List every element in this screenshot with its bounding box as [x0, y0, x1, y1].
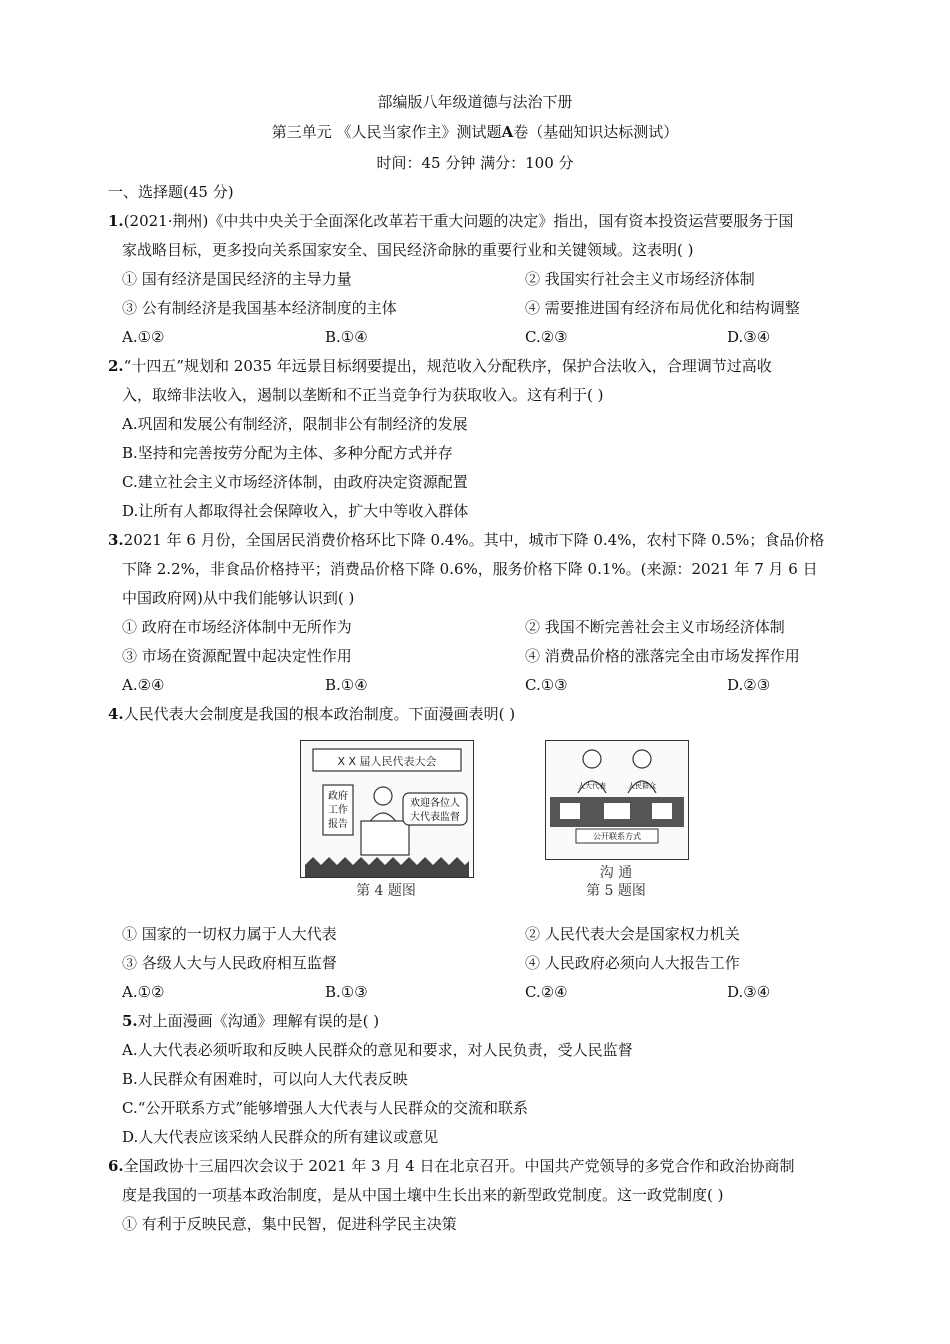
q1-text1: (2021·荆州)《中共中央关于全面深化改革若干重大问题的决定》指出，国有资本投资运营要服务于国: [123, 212, 794, 230]
figure-q5-cartoon: [545, 740, 689, 860]
q1-stem-line2: 家战略目标，更多投向关系国家安全、国民经济命脉的重要行业和关键领域。这表明( ): [122, 241, 694, 259]
section-heading: 一、选择题(45 分): [108, 183, 234, 201]
q6-number: 6.: [108, 1157, 124, 1175]
subtitle-bold: A: [501, 123, 514, 141]
q3-option-d: D.②③: [727, 676, 771, 694]
speaker-head-icon: [374, 787, 392, 805]
q1-statement-3: ③ 公有制经济是我国基本经济制度的主体: [122, 299, 397, 317]
q5-option-b: B.人民群众有困难时，可以向人大代表反映: [122, 1070, 408, 1088]
q3-stem-line3: 中国政府网)从中我们能够认识到( ): [122, 589, 355, 607]
q3-option-b: B.①④: [325, 676, 368, 694]
contact-sign-text: 公开联系方式: [593, 832, 641, 841]
q6-statement-1: ① 有利于反映民意，集中民智，促进科学民主决策: [122, 1215, 457, 1233]
q5-stem-line1: [122, 1011, 379, 1031]
q3-statement-1: ① 政府在市场经济体制中无所作为: [122, 618, 352, 636]
q2-stem-line2: 入，取缔非法收入，遏制以垄断和不正当竞争行为获取收入。这有利于( ): [122, 386, 604, 404]
q5-option-a: A.人大代表必须听取和反映人民群众的意见和要求，对人民负责，受人民监督: [122, 1041, 633, 1059]
q1-option-a: A.①②: [122, 328, 165, 346]
q3-statement-2: ② 我国不断完善社会主义市场经济体制: [525, 618, 785, 636]
q3-option-c: C.①③: [525, 676, 568, 694]
q2-text1: “十四五”规划和 2035 年远景目标纲要提出，规范收入分配秩序，保护合法收入，合理调节过高收: [123, 357, 772, 375]
q3-statement-4: ④ 消费品价格的涨落完全由市场发挥作用: [525, 647, 800, 665]
citizen-label: 人民群众: [628, 782, 656, 790]
doc-subtitle: [0, 122, 950, 142]
subtitle-prefix: 第三单元 《人民当家作主》测试题: [271, 123, 502, 141]
q3-text1: 2021 年 6 月份，全国居民消费价格环比下降 0.4%。其中，城市下降 0.4%，农村下降 0.5%；食品价格: [123, 531, 825, 549]
q1-statement-2: ② 我国实行社会主义市场经济体制: [525, 270, 755, 288]
q3-stem-line2: 下降 2.2%，非食品价格持平；消费品价格下降 0.6%，服务价格下降 0.1%。(来源：2021 年 7 月 6 日: [122, 560, 818, 578]
figure-q5-title: 沟 通: [599, 865, 633, 881]
citizen-head-icon: [633, 750, 651, 768]
q5-text1: 对上面漫画《沟通》理解有误的是( ): [137, 1012, 380, 1030]
deputy-label: 人大代表: [578, 782, 606, 790]
q1-option-b: B.①④: [325, 328, 368, 346]
q4-option-d: D.③④: [727, 983, 771, 1001]
q1-statement-4: ④ 需要推进国有经济布局优化和结构调整: [525, 299, 800, 317]
q4-statement-2: ② 人民代表大会是国家权力机关: [525, 925, 740, 943]
q4-statement-1: ① 国家的一切权力属于人大代表: [122, 925, 337, 943]
doc-title: 部编版八年级道德与法治下册: [377, 93, 573, 111]
q6-stem-line2: 度是我国的一项基本政治制度，是从中国土壤中生长出来的新型政党制度。这一政党制度( ): [122, 1186, 724, 1204]
figure-q4-cartoon: [300, 740, 474, 878]
q1-statement-1: ① 国有经济是国民经济的主导力量: [122, 270, 352, 288]
q4-option-a: A.①②: [122, 983, 165, 1001]
q5-cartoon-drawing: [546, 741, 688, 859]
q3-stem-line1: [108, 530, 824, 550]
q6-stem-line1: [108, 1156, 795, 1176]
report-label-2: 工作: [328, 805, 348, 816]
q2-option-d: D.让所有人都取得社会保障收入，扩大中等收入群体: [122, 502, 469, 520]
q2-option-a: A.巩固和发展公有制经济，限制非公有制经济的发展: [122, 415, 468, 433]
q1-option-d: D.③④: [727, 328, 771, 346]
q2-option-b: B.坚持和完善按劳分配为主体、多种分配方式并存: [122, 444, 453, 462]
subtitle-suffix: 卷（基础知识达标测试）: [513, 123, 679, 141]
q4-banner-text: X X 届人民代表大会: [337, 755, 437, 768]
q4-number: 4.: [108, 705, 124, 723]
audience-silhouette-icon: [305, 857, 469, 877]
speech-line-1: 欢迎各位人: [410, 798, 460, 809]
time-info: 时间：45 分钟 满分：100 分: [376, 154, 574, 172]
q4-statement-4: ④ 人民政府必须向人大报告工作: [525, 954, 740, 972]
q1-number: 1.: [108, 212, 124, 230]
report-label-3: 报告: [328, 819, 348, 830]
q4-stem-line1: [108, 704, 515, 724]
speech-line-2: 大代表监督: [410, 812, 460, 823]
figure-q5-caption: 第 5 题图: [586, 883, 646, 899]
q4-statement-3: ③ 各级人大与人民政府相互监督: [122, 954, 337, 972]
q4-option-b: B.①③: [325, 983, 368, 1001]
q4-cartoon-drawing: [301, 741, 473, 877]
q4-text1: 人民代表大会制度是我国的根本政治制度。下面漫画表明( ): [123, 705, 516, 723]
q6-text1: 全国政协十三届四次会议于 2021 年 3 月 4 日在北京召开。中国共产党领导的多党合作和政治协商制: [123, 1157, 795, 1175]
q3-number: 3.: [108, 531, 124, 549]
q5-number: 5.: [122, 1012, 138, 1030]
q1-stem-line1: [108, 211, 793, 231]
deputy-head-icon: [583, 750, 601, 768]
q5-option-d: D.人大代表应该采纳人民群众的所有建议或意见: [122, 1128, 439, 1146]
q2-number: 2.: [108, 357, 124, 375]
q5-option-c: C.“公开联系方式”能够增强人大代表与人民群众的交流和联系: [122, 1099, 529, 1117]
q1-option-c: C.②③: [525, 328, 568, 346]
report-label-1: 政府: [328, 791, 348, 802]
figure-q4-caption: 第 4 题图: [356, 883, 416, 899]
q4-option-c: C.②④: [525, 983, 568, 1001]
q3-statement-3: ③ 市场在资源配置中起决定性作用: [122, 647, 352, 665]
q2-option-c: C.建立社会主义市场经济体制，由政府决定资源配置: [122, 473, 468, 491]
podium-icon: [361, 821, 409, 855]
q2-stem-line1: [108, 356, 772, 376]
q3-option-a: A.②④: [122, 676, 165, 694]
